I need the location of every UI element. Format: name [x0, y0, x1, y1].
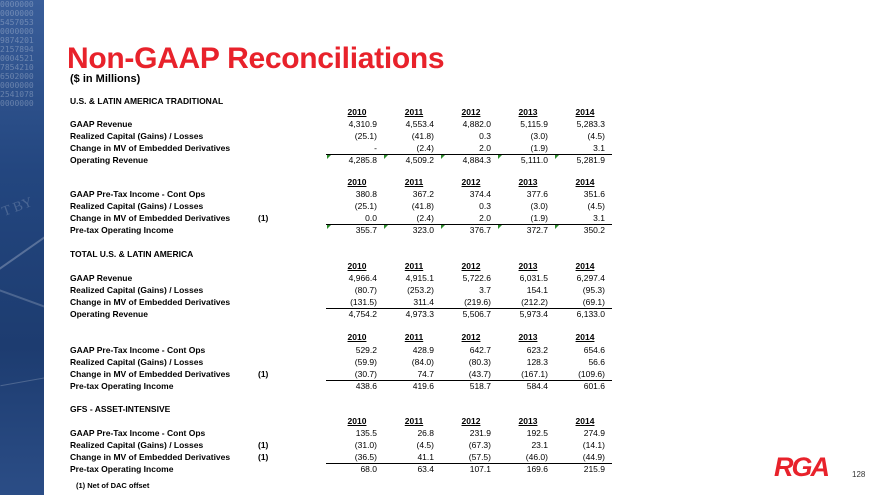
cell-value: 192.5 [526, 428, 548, 438]
cell-value: 323.0 [412, 225, 434, 235]
year-header-row [0, 107, 880, 118]
cell-value: 74.7 [417, 369, 434, 379]
cell-value: (57.5) [468, 452, 491, 462]
table-row [0, 440, 880, 451]
decorative-watermark: T BY [0, 195, 35, 220]
cell-value: (2.4) [416, 143, 434, 153]
year-header: 2012 [461, 261, 481, 271]
cell-value: (30.7) [354, 369, 377, 379]
year-header-row [0, 416, 880, 427]
cell-value: 63.4 [417, 464, 434, 474]
cell-value: 128.3 [526, 357, 548, 367]
year-header: 2010 [347, 177, 367, 187]
cell-value: (109.6) [578, 369, 605, 379]
cell-value: 0.3 [479, 201, 491, 211]
comment-marker-icon [441, 155, 445, 159]
year-header: 2011 [404, 332, 424, 342]
year-header: 2012 [461, 416, 481, 426]
row-label: Pre-tax Operating Income [70, 381, 174, 391]
table-row [0, 297, 880, 308]
cell-value: 0.0 [365, 213, 377, 223]
row-label: Realized Capital (Gains) / Losses [70, 440, 204, 450]
comment-marker-icon [555, 225, 559, 229]
cell-value: 654.6 [583, 345, 605, 355]
year-header: 2013 [518, 332, 538, 342]
comment-marker-icon [441, 225, 445, 229]
cell-value: 4,882.0 [462, 119, 491, 129]
cell-value: 5,973.4 [519, 309, 548, 319]
row-label: Realized Capital (Gains) / Losses [70, 201, 204, 211]
table-row [0, 213, 880, 224]
cell-value: 518.7 [469, 381, 491, 391]
comment-marker-icon [384, 155, 388, 159]
cell-value: (3.0) [530, 201, 548, 211]
year-header: 2014 [575, 332, 595, 342]
footnote-ref: (1) [258, 213, 269, 223]
year-header-row [0, 177, 880, 188]
cell-value: (253.2) [407, 285, 434, 295]
table-row [0, 452, 880, 463]
year-header: 2014 [575, 261, 595, 271]
cell-value: (14.1) [582, 440, 605, 450]
section-heading: GFS - ASSET-INTENSIVE [70, 404, 171, 414]
cell-value: 4,285.8 [348, 155, 377, 165]
cell-value: 438.6 [355, 381, 377, 391]
comment-marker-icon [384, 225, 388, 229]
section-heading: TOTAL U.S. & LATIN AMERICA [70, 249, 194, 259]
year-header: 2011 [404, 261, 424, 271]
cell-value: 529.2 [355, 345, 377, 355]
section-heading: U.S. & LATIN AMERICA TRADITIONAL [70, 96, 224, 106]
year-header: 2010 [347, 332, 367, 342]
cell-value: (41.8) [411, 201, 434, 211]
footnote-ref: (1) [258, 452, 269, 462]
cell-value: 419.6 [412, 381, 434, 391]
year-header: 2012 [461, 177, 481, 187]
cell-value: 374.4 [469, 189, 491, 199]
cell-value: 428.9 [412, 345, 434, 355]
table-row-total [0, 381, 880, 392]
row-label: Pre-tax Operating Income [70, 464, 174, 474]
year-header: 2011 [404, 177, 424, 187]
cell-value: 4,973.3 [405, 309, 434, 319]
cell-value: (4.5) [587, 201, 605, 211]
cell-value: (46.0) [525, 452, 548, 462]
cell-value: (212.2) [521, 297, 548, 307]
cell-value: (4.5) [416, 440, 434, 450]
cell-value: (80.3) [468, 357, 491, 367]
table-row [0, 428, 880, 439]
table-row [0, 273, 880, 284]
comment-marker-icon [555, 155, 559, 159]
cell-value: (69.1) [582, 297, 605, 307]
year-header: 2010 [347, 107, 367, 117]
cell-value: (1.9) [530, 213, 548, 223]
row-label: Change in MV of Embedded Derivatives [70, 297, 231, 307]
cell-value: 4,754.2 [348, 309, 377, 319]
cell-value: 377.6 [526, 189, 548, 199]
year-header: 2014 [575, 416, 595, 426]
row-label: Pre-tax Operating Income [70, 225, 174, 235]
cell-value: (31.0) [354, 440, 377, 450]
cell-value: 5,115.9 [520, 119, 548, 129]
comment-marker-icon [327, 225, 331, 229]
cell-value: 26.8 [417, 428, 434, 438]
year-header: 2011 [404, 107, 424, 117]
table-row [0, 345, 880, 356]
cell-value: 5,283.3 [576, 119, 605, 129]
cell-value: 56.6 [588, 357, 605, 367]
cell-value: 215.9 [583, 464, 605, 474]
cell-value: (84.0) [411, 357, 434, 367]
cell-value: 6,133.0 [576, 309, 605, 319]
cell-value: (167.1) [521, 369, 548, 379]
row-label: Operating Revenue [70, 155, 148, 165]
cell-value: (67.3) [468, 440, 491, 450]
comment-marker-icon [327, 155, 331, 159]
cell-value: 274.9 [583, 428, 605, 438]
cell-value: (4.5) [587, 131, 605, 141]
year-header: 2011 [404, 416, 424, 426]
cell-value: (44.9) [582, 452, 605, 462]
cell-value: 3.1 [593, 143, 605, 153]
row-label: Change in MV of Embedded Derivatives [70, 452, 231, 462]
cell-value: - [374, 143, 377, 153]
cell-value: (1.9) [530, 143, 548, 153]
row-label: Realized Capital (Gains) / Losses [70, 285, 204, 295]
cell-value: 601.6 [583, 381, 605, 391]
year-header: 2013 [518, 261, 538, 271]
cell-value: 3.1 [593, 213, 605, 223]
row-label: Realized Capital (Gains) / Losses [70, 357, 204, 367]
row-label: GAAP Pre-Tax Income - Cont Ops [70, 345, 206, 355]
cell-value: 4,966.4 [348, 273, 377, 283]
cell-value: 2.0 [479, 213, 491, 223]
cell-value: 5,281.9 [576, 155, 605, 165]
table-row [0, 131, 880, 142]
table-row [0, 119, 880, 130]
year-header: 2013 [518, 107, 538, 117]
table-row [0, 369, 880, 380]
page-subtitle: ($ in Millions) [70, 73, 141, 85]
comment-marker-icon [498, 155, 502, 159]
row-label: Change in MV of Embedded Derivatives [70, 369, 231, 379]
cell-value: (25.1) [354, 201, 377, 211]
cell-value: 6,297.4 [576, 273, 605, 283]
cell-value: 4,915.1 [405, 273, 434, 283]
footnote: (1) Net of DAC offset [76, 481, 150, 490]
cell-value: 6,031.5 [519, 273, 548, 283]
row-label: GAAP Pre-Tax Income - Cont Ops [70, 428, 206, 438]
cell-value: 351.6 [583, 189, 605, 199]
year-header: 2013 [518, 177, 538, 187]
cell-value: 4,509.2 [405, 155, 434, 165]
cell-value: (25.1) [354, 131, 377, 141]
cell-value: 623.2 [526, 345, 548, 355]
cell-value: 5,506.7 [462, 309, 491, 319]
cell-value: 376.7 [469, 225, 491, 235]
cell-value: 4,553.4 [405, 119, 434, 129]
cell-value: (36.5) [354, 452, 377, 462]
table-row-total [0, 155, 880, 166]
page-title: Non-GAAP Reconciliations [67, 42, 445, 75]
cell-value: 355.7 [355, 225, 377, 235]
cell-value: 135.5 [355, 428, 377, 438]
cell-value: 107.1 [469, 464, 491, 474]
cell-value: 584.4 [526, 381, 548, 391]
cell-value: (95.3) [582, 285, 605, 295]
company-logo: RGA [774, 452, 828, 482]
cell-value: 41.1 [417, 452, 434, 462]
cell-value: 154.1 [526, 285, 548, 295]
table-row [0, 201, 880, 212]
cell-value: (219.6) [464, 297, 491, 307]
cell-value: 642.7 [469, 345, 491, 355]
cell-value: 23.1 [531, 440, 548, 450]
row-label: Realized Capital (Gains) / Losses [70, 131, 204, 141]
year-header: 2014 [575, 107, 595, 117]
page-number: 128 [852, 470, 866, 479]
row-label: Change in MV of Embedded Derivatives [70, 213, 231, 223]
year-header-row [0, 332, 880, 343]
year-header: 2010 [347, 416, 367, 426]
year-header: 2013 [518, 416, 538, 426]
footnote-ref: (1) [258, 440, 269, 450]
cell-value: 231.9 [469, 428, 491, 438]
row-label: Operating Revenue [70, 309, 148, 319]
year-header: 2010 [347, 261, 367, 271]
table-row [0, 357, 880, 368]
row-label: Change in MV of Embedded Derivatives [70, 143, 231, 153]
table-row-total [0, 225, 880, 236]
cell-value: 5,722.6 [462, 273, 491, 283]
cell-value: 350.2 [583, 225, 605, 235]
row-label: GAAP Revenue [70, 273, 133, 283]
cell-value: (59.9) [354, 357, 377, 367]
table-row [0, 143, 880, 154]
cell-value: 3.7 [479, 285, 491, 295]
cell-value: 5,111.0 [520, 155, 548, 165]
cell-value: 380.8 [355, 189, 377, 199]
table-row-total [0, 309, 880, 320]
row-label: GAAP Revenue [70, 119, 133, 129]
year-header: 2012 [461, 332, 481, 342]
cell-value: 2.0 [479, 143, 491, 153]
cell-value: (41.8) [411, 131, 434, 141]
year-header-row [0, 261, 880, 272]
cell-value: 367.2 [412, 189, 434, 199]
table-row-total [0, 464, 880, 475]
cell-value: 311.4 [413, 297, 434, 307]
cell-value: 4,884.3 [462, 155, 491, 165]
cell-value: (2.4) [416, 213, 434, 223]
cell-value: (3.0) [530, 131, 548, 141]
table-row [0, 285, 880, 296]
footnote-ref: (1) [258, 369, 269, 379]
year-header: 2014 [575, 177, 595, 187]
table-row [0, 189, 880, 200]
year-header: 2012 [461, 107, 481, 117]
cell-value: 0.3 [479, 131, 491, 141]
comment-marker-icon [498, 225, 502, 229]
cell-value: 68.0 [360, 464, 377, 474]
cell-value: (80.7) [354, 285, 377, 295]
decorative-digits: 0000000 0000000 5457053 0000000 9874201 2157894 0004521 7854210 6502000 0000000 2541078 0000000 [0, 0, 34, 108]
cell-value: (43.7) [468, 369, 491, 379]
cell-value: 372.7 [526, 225, 548, 235]
row-label: GAAP Pre-Tax Income - Cont Ops [70, 189, 206, 199]
cell-value: 4,310.9 [348, 119, 377, 129]
cell-value: 169.6 [526, 464, 548, 474]
cell-value: (131.5) [350, 297, 377, 307]
